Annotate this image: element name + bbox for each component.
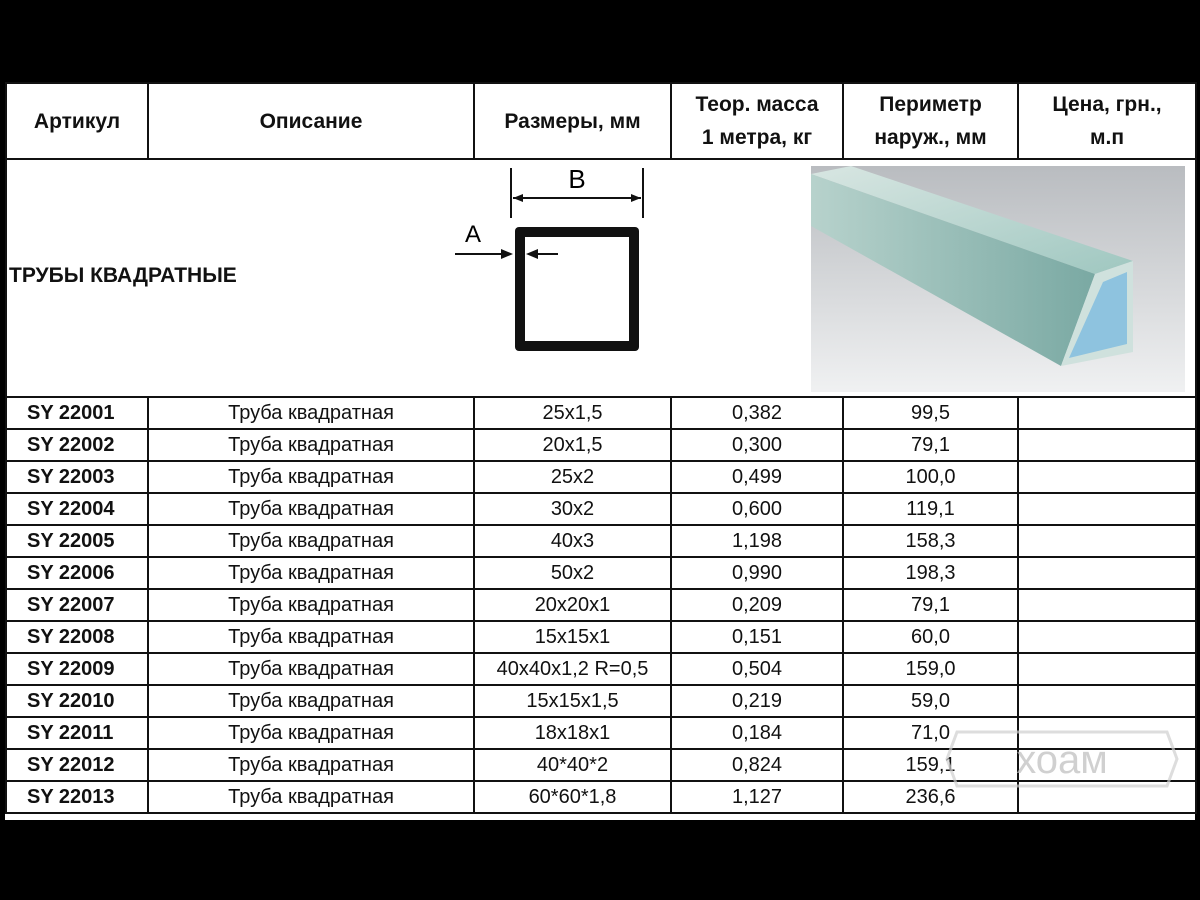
price-sheet xyxy=(5,82,1195,820)
header-perimeter: Периметр наруж., мм xyxy=(843,83,1018,159)
article-cell: SY 22004 xyxy=(6,493,148,525)
article-cell: SY 22009 xyxy=(6,653,148,685)
header-mass: Теор. масса 1 метра, кг xyxy=(671,83,843,159)
label-a: A xyxy=(464,221,482,248)
description-cell: Труба квадратная xyxy=(148,429,474,461)
table-row xyxy=(6,493,1196,525)
header-article: Артикул xyxy=(6,83,148,159)
description-cell: Труба квадратная xyxy=(148,493,474,525)
perimeter-cell: 198,3 xyxy=(843,557,1018,589)
description-cell: Труба квадратная xyxy=(148,717,474,749)
price-cell xyxy=(1018,429,1196,461)
table-row xyxy=(6,525,1196,557)
mass-cell: 0,219 xyxy=(671,685,843,717)
dimensions-cell: 30x2 xyxy=(474,493,671,525)
profile-diagram xyxy=(443,168,663,352)
dimensions-cell: 18x18x1 xyxy=(474,717,671,749)
table-row xyxy=(6,653,1196,685)
article-cell: SY 22003 xyxy=(6,461,148,493)
dimensions-cell: 50x2 xyxy=(474,557,671,589)
price-cell xyxy=(1018,557,1196,589)
table-row xyxy=(6,557,1196,589)
article-cell: SY 22008 xyxy=(6,621,148,653)
perimeter-cell: 158,3 xyxy=(843,525,1018,557)
table-row xyxy=(6,685,1196,717)
article-cell: SY 22002 xyxy=(6,429,148,461)
perimeter-cell: 79,1 xyxy=(843,429,1018,461)
description-cell: Труба квадратная xyxy=(148,781,474,813)
mass-cell: 0,184 xyxy=(671,717,843,749)
dimensions-cell: 20x20x1 xyxy=(474,589,671,621)
tube-photo xyxy=(811,166,1185,392)
header-dimensions: Размеры, мм xyxy=(474,83,671,159)
table-row xyxy=(6,589,1196,621)
article-cell: SY 22013 xyxy=(6,781,148,813)
mass-cell: 0,990 xyxy=(671,557,843,589)
dimensions-cell: 20x1,5 xyxy=(474,429,671,461)
mass-cell: 0,382 xyxy=(671,397,843,429)
dimensions-cell: 15x15x1,5 xyxy=(474,685,671,717)
mass-cell: 0,504 xyxy=(671,653,843,685)
perimeter-cell: 236,6 xyxy=(843,781,1018,813)
dimensions-cell: 40x40x1,2 R=0,5 xyxy=(474,653,671,685)
price-cell xyxy=(1018,653,1196,685)
dimensions-cell: 60*60*1,8 xyxy=(474,781,671,813)
mass-cell: 0,300 xyxy=(671,429,843,461)
header-row xyxy=(6,83,1196,159)
dimensions-cell: 40x3 xyxy=(474,525,671,557)
description-cell: Труба квадратная xyxy=(148,685,474,717)
dimensions-cell: 25x2 xyxy=(474,461,671,493)
perimeter-cell: 79,1 xyxy=(843,589,1018,621)
price-cell xyxy=(1018,685,1196,717)
price-table xyxy=(5,82,1197,814)
price-cell xyxy=(1018,589,1196,621)
article-cell: SY 22005 xyxy=(6,525,148,557)
dimensions-cell: 15x15x1 xyxy=(474,621,671,653)
table-row xyxy=(6,429,1196,461)
article-cell: SY 22006 xyxy=(6,557,148,589)
perimeter-cell: 159,1 xyxy=(843,749,1018,781)
dimensions-cell: 25x1,5 xyxy=(474,397,671,429)
perimeter-cell: 71,0 xyxy=(843,717,1018,749)
article-cell: SY 22011 xyxy=(6,717,148,749)
description-cell: Труба квадратная xyxy=(148,461,474,493)
perimeter-cell: 100,0 xyxy=(843,461,1018,493)
description-cell: Труба квадратная xyxy=(148,653,474,685)
price-cell xyxy=(1018,397,1196,429)
watermark xyxy=(937,714,1187,804)
header-description: Описание xyxy=(148,83,474,159)
perimeter-cell: 119,1 xyxy=(843,493,1018,525)
perimeter-cell: 60,0 xyxy=(843,621,1018,653)
section-title: ТРУБЫ КВАДРАТНЫЕ xyxy=(9,264,237,287)
article-cell: SY 22007 xyxy=(6,589,148,621)
article-cell: SY 22010 xyxy=(6,685,148,717)
mass-cell: 1,198 xyxy=(671,525,843,557)
article-cell: SY 22012 xyxy=(6,749,148,781)
description-cell: Труба квадратная xyxy=(148,621,474,653)
description-cell: Труба квадратная xyxy=(148,749,474,781)
perimeter-cell: 59,0 xyxy=(843,685,1018,717)
section-cell xyxy=(6,159,1196,397)
description-cell: Труба квадратная xyxy=(148,589,474,621)
description-cell: Труба квадратная xyxy=(148,397,474,429)
article-cell: SY 22001 xyxy=(6,397,148,429)
table-row xyxy=(6,621,1196,653)
perimeter-cell: 99,5 xyxy=(843,397,1018,429)
price-cell xyxy=(1018,493,1196,525)
mass-cell: 0,824 xyxy=(671,749,843,781)
mass-cell: 0,209 xyxy=(671,589,843,621)
mass-cell: 0,151 xyxy=(671,621,843,653)
section-row xyxy=(6,159,1196,397)
description-cell: Труба квадратная xyxy=(148,525,474,557)
price-cell xyxy=(1018,621,1196,653)
dimensions-cell: 40*40*2 xyxy=(474,749,671,781)
table-row xyxy=(6,461,1196,493)
mass-cell: 0,499 xyxy=(671,461,843,493)
watermark-text: хоам xyxy=(1016,738,1108,782)
table-row xyxy=(6,397,1196,429)
header-price: Цена, грн., м.п xyxy=(1018,83,1196,159)
mass-cell: 1,127 xyxy=(671,781,843,813)
perimeter-cell: 159,0 xyxy=(843,653,1018,685)
price-cell xyxy=(1018,525,1196,557)
mass-cell: 0,600 xyxy=(671,493,843,525)
price-cell xyxy=(1018,461,1196,493)
description-cell: Труба квадратная xyxy=(148,557,474,589)
label-b: B xyxy=(568,168,586,194)
